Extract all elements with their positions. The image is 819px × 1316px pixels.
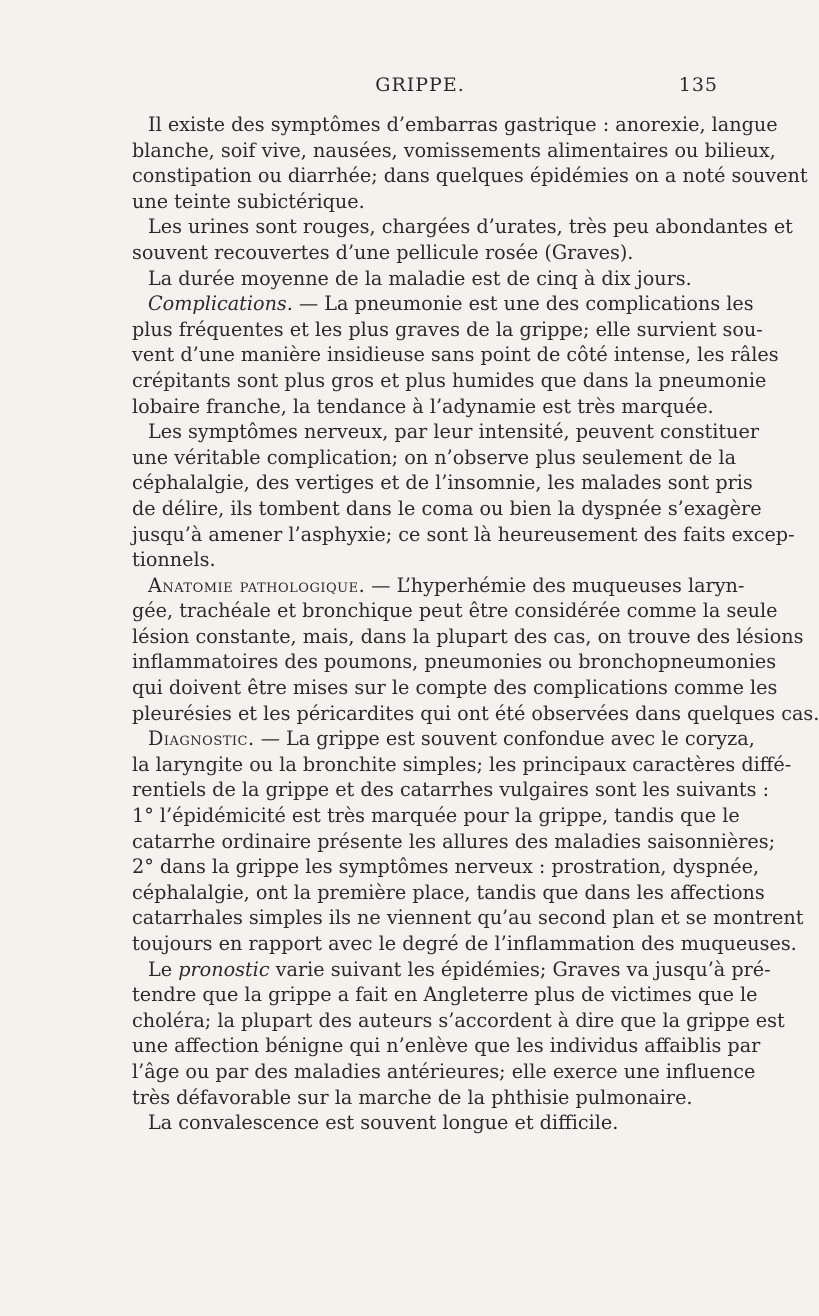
text-line: 1° l’épidémicité est très marquée pour la grippe, tandis que le <box>132 804 740 828</box>
section-heading-anatomie: Anatomie pathologique. <box>148 573 366 597</box>
text-line: pleurésies et les péricardites qui ont été observées dans quelques cas. <box>132 701 819 725</box>
text-line: Les symptômes nerveux, par leur intensité, peuvent constituer <box>148 420 760 444</box>
text-line: constipation ou diarrhée; dans quelques épidémies on a noté souvent <box>132 164 808 188</box>
text-line: de délire, ils tombent dans le coma ou bien la dyspnée s’exagère <box>132 496 762 520</box>
text-line: la laryngite ou la bronchite simples; les principaux caractères diffé- <box>132 752 792 776</box>
text-line: céphalalgie, ont la première place, tandis que dans les affections <box>132 880 765 904</box>
text-line: La convalescence est souvent longue et difficile. <box>148 1111 619 1135</box>
text-segment: Le <box>148 957 179 981</box>
text-line: plus fréquentes et les plus graves de la grippe; elle survient sou- <box>132 317 763 341</box>
text-line: choléra; la plupart des auteurs s’accordent à dire que la grippe est <box>132 1008 785 1032</box>
text-line: catarrhales simples ils ne viennent qu’au second plan et se montrent <box>132 906 804 930</box>
section-heading-complications: Complications. <box>148 292 293 316</box>
text-line <box>132 726 755 752</box>
body-text <box>132 112 819 1136</box>
text-line: lésion constante, mais, dans la plupart des cas, on trouve des lésions <box>132 624 804 648</box>
text-line: tendre que la grippe a fait en Angleterre plus de victimes que le <box>132 983 758 1007</box>
running-title: GRIPPE. <box>375 74 465 96</box>
text-line <box>132 957 771 983</box>
text-line: 2° dans la grippe les symptômes nerveux : prostration, dyspnée, <box>132 855 760 879</box>
text-line: toujours en rapport avec le degré de l’inflammation des muqueuses. <box>132 932 797 955</box>
text-line: lobaire franche, la tendance à l’adynamie est très marquée. <box>132 394 714 418</box>
text-line: très défavorable sur la marche de la phthisie pulmonaire. <box>132 1085 693 1109</box>
text-segment: — La pneumonie est une des complications les <box>292 292 754 316</box>
text-line: l’âge ou par des maladies antérieures; elle exerce une influence <box>132 1059 756 1083</box>
text-line: Les urines sont rouges, chargées d’urates, très peu abondantes et <box>148 215 793 239</box>
text-line: une affection bénigne qui n’enlève que les individus affaiblis par <box>132 1034 761 1058</box>
text-line: rentiels de la grippe et des catarrhes vulgaires sont les suivants : <box>132 778 770 802</box>
text-line <box>132 573 745 599</box>
text-line: La durée moyenne de la maladie est de cinq à dix jours. <box>148 266 692 290</box>
text-line: inflammatoires des poumons, pneumonies ou bronchopneumonies <box>132 650 777 674</box>
text-line: catarrhe ordinaire présente les allures des maladies saisonnières; <box>132 829 776 853</box>
text-line: vent d’une manière insidieuse sans point de côté intense, les râles <box>132 343 779 367</box>
text-line: une teinte subictérique. <box>132 189 365 213</box>
text-line: blanche, soif vive, nausées, vomissements alimentaires ou bilieux, <box>132 138 776 162</box>
text-line: crépitants sont plus gros et plus humides que dans la pneumonie <box>132 368 767 392</box>
page-number: 135 <box>678 74 718 96</box>
text-segment: varie suivant les épidémies; Graves va jusqu’à pré- <box>269 957 771 981</box>
text-line: gée, trachéale et bronchique peut être considérée comme la seule <box>132 599 778 623</box>
text-line: jusqu’à amener l’asphyxie; ce sont là heureusement des faits excep- <box>132 522 795 546</box>
text-line <box>132 291 754 317</box>
text-line: une véritable complication; on n’observe plus seulement de la <box>132 445 737 469</box>
section-heading-diagnostic: Diagnostic. <box>148 727 255 751</box>
text-line: tionnels. <box>132 548 216 572</box>
term-pronostic: pronostic <box>178 957 270 981</box>
text-segment: — L’hyperhémie des muqueuses laryn- <box>365 573 745 597</box>
text-line: Il existe des symptômes d’embarras gastrique : anorexie, langue <box>148 113 778 136</box>
page-header <box>122 74 718 98</box>
text-line: céphalalgie, des vertiges et de l’insomnie, les malades sont pris <box>132 471 753 495</box>
text-segment: — La grippe est souvent confondue avec le coryza, <box>254 727 755 751</box>
text-line: qui doivent être mises sur le compte des complications comme les <box>132 676 778 700</box>
text-line: souvent recouvertes d’une pellicule rosée (Graves). <box>132 240 634 264</box>
